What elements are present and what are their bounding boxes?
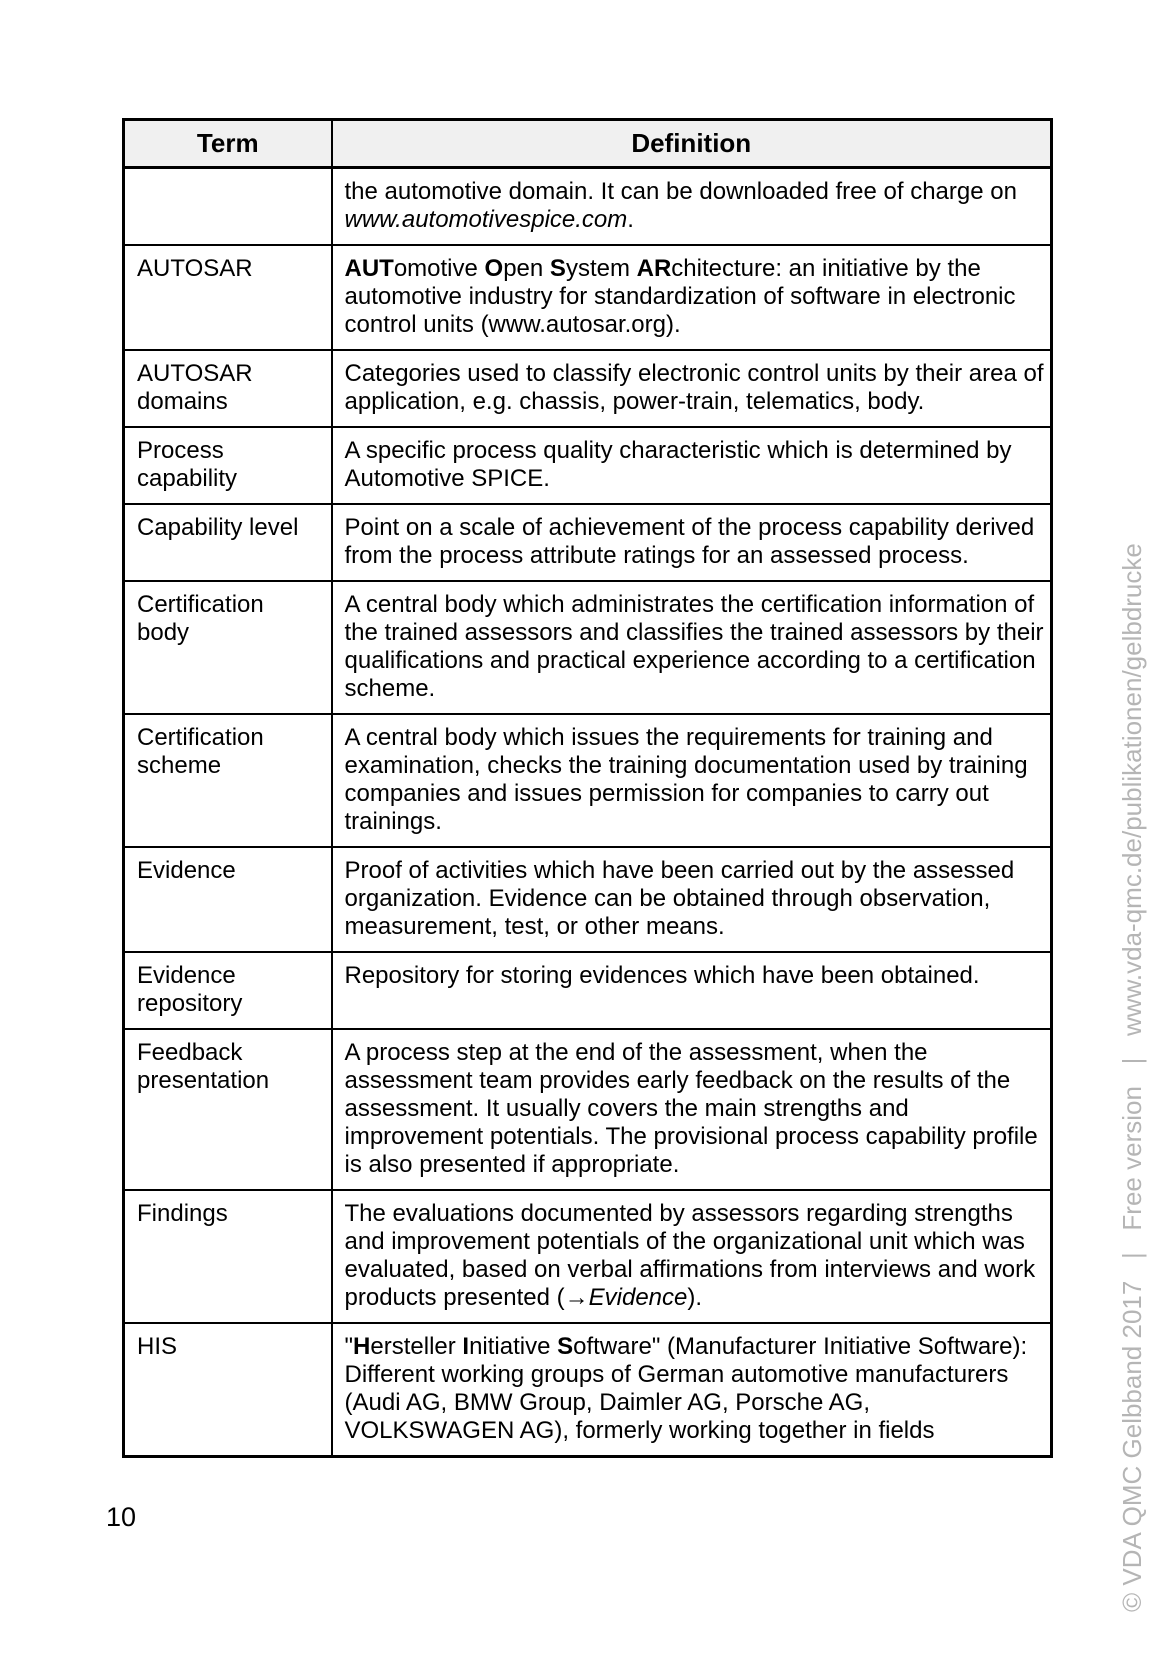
table-row <box>124 952 1052 1029</box>
term-cell: Feedback presentation <box>124 1029 332 1190</box>
table-row <box>124 714 1052 847</box>
table-row <box>124 847 1052 952</box>
term-cell: Process capability <box>124 427 332 504</box>
table-body <box>124 168 1052 1457</box>
table-header-row <box>124 120 1052 168</box>
term-column-header: Term <box>124 120 332 168</box>
terms-definitions-table <box>122 118 1053 1458</box>
table-row <box>124 350 1052 427</box>
definition-cell: AUTomotive Open System ARchitecture: an initiative by the automotive industry for standardization of software in electronic control units (www.autosar.org). <box>332 245 1052 350</box>
table-row <box>124 504 1052 581</box>
definition-cell: Categories used to classify electronic control units by their area of application, e.g. chassis, power-train, telematics, body. <box>332 350 1052 427</box>
terms-definitions-table-wrap <box>122 118 1050 1458</box>
term-cell <box>124 168 332 246</box>
definition-cell: the automotive domain. It can be downloaded free of charge on www.automotivespice.com. <box>332 168 1052 246</box>
table-row <box>124 427 1052 504</box>
definition-cell: Proof of activities which have been carried out by the assessed organization. Evidence can be obtained through observation, measurement, test, or other means. <box>332 847 1052 952</box>
definition-cell: A process step at the end of the assessment, when the assessment team provides early feedback on the results of the assessment. It usually covers the main strengths and improvement potentials. The provisional process capability profile is also presented if appropriate. <box>332 1029 1052 1190</box>
definition-cell: A central body which administrates the certification information of the trained assessors and classifies the trained assessors by their qualifications and practical experience according to a certification scheme. <box>332 581 1052 714</box>
term-cell: Evidence <box>124 847 332 952</box>
table-row <box>124 581 1052 714</box>
definition-cell: A central body which issues the requirements for training and examination, checks the training documentation used by training companies and issues permission for companies to carry out trainings. <box>332 714 1052 847</box>
term-cell: AUTOSAR <box>124 245 332 350</box>
term-cell: Certification scheme <box>124 714 332 847</box>
definition-cell: Repository for storing evidences which have been obtained. <box>332 952 1052 1029</box>
table-row <box>124 1190 1052 1323</box>
definition-cell: The evaluations documented by assessors regarding strengths and improvement potentials of the organizational unit which was evaluated, based on verbal affirmations from interviews and work products presented (→Evidence). <box>332 1190 1052 1323</box>
page-number: 10 <box>106 1502 137 1532</box>
term-cell: Evidence repository <box>124 952 332 1029</box>
term-cell: Capability level <box>124 504 332 581</box>
definition-cell: Point on a scale of achievement of the process capability derived from the process attribute ratings for an assessed process. <box>332 504 1052 581</box>
sidebar-watermark: © VDA QMC Gelbband 2017 | Free version | www.vda-qmc.de/publikationen/gelbdrucke <box>1117 543 1147 1612</box>
definition-column-header: Definition <box>332 120 1052 168</box>
table-row <box>124 168 1052 246</box>
term-cell: AUTOSAR domains <box>124 350 332 427</box>
definition-cell: A specific process quality characteristic which is determined by Automotive SPICE. <box>332 427 1052 504</box>
definition-cell: "Hersteller Initiative Software" (Manufacturer Initiative Software): Different working groups of German automotive manufacturers (Audi AG, BMW Group, Daimler AG, Porsche AG, VOLKSWAGEN AG), formerly working together in fields <box>332 1323 1052 1457</box>
table-row <box>124 1323 1052 1457</box>
term-cell: HIS <box>124 1323 332 1457</box>
table-row <box>124 1029 1052 1190</box>
table-row <box>124 245 1052 350</box>
term-cell: Certification body <box>124 581 332 714</box>
term-cell: Findings <box>124 1190 332 1323</box>
